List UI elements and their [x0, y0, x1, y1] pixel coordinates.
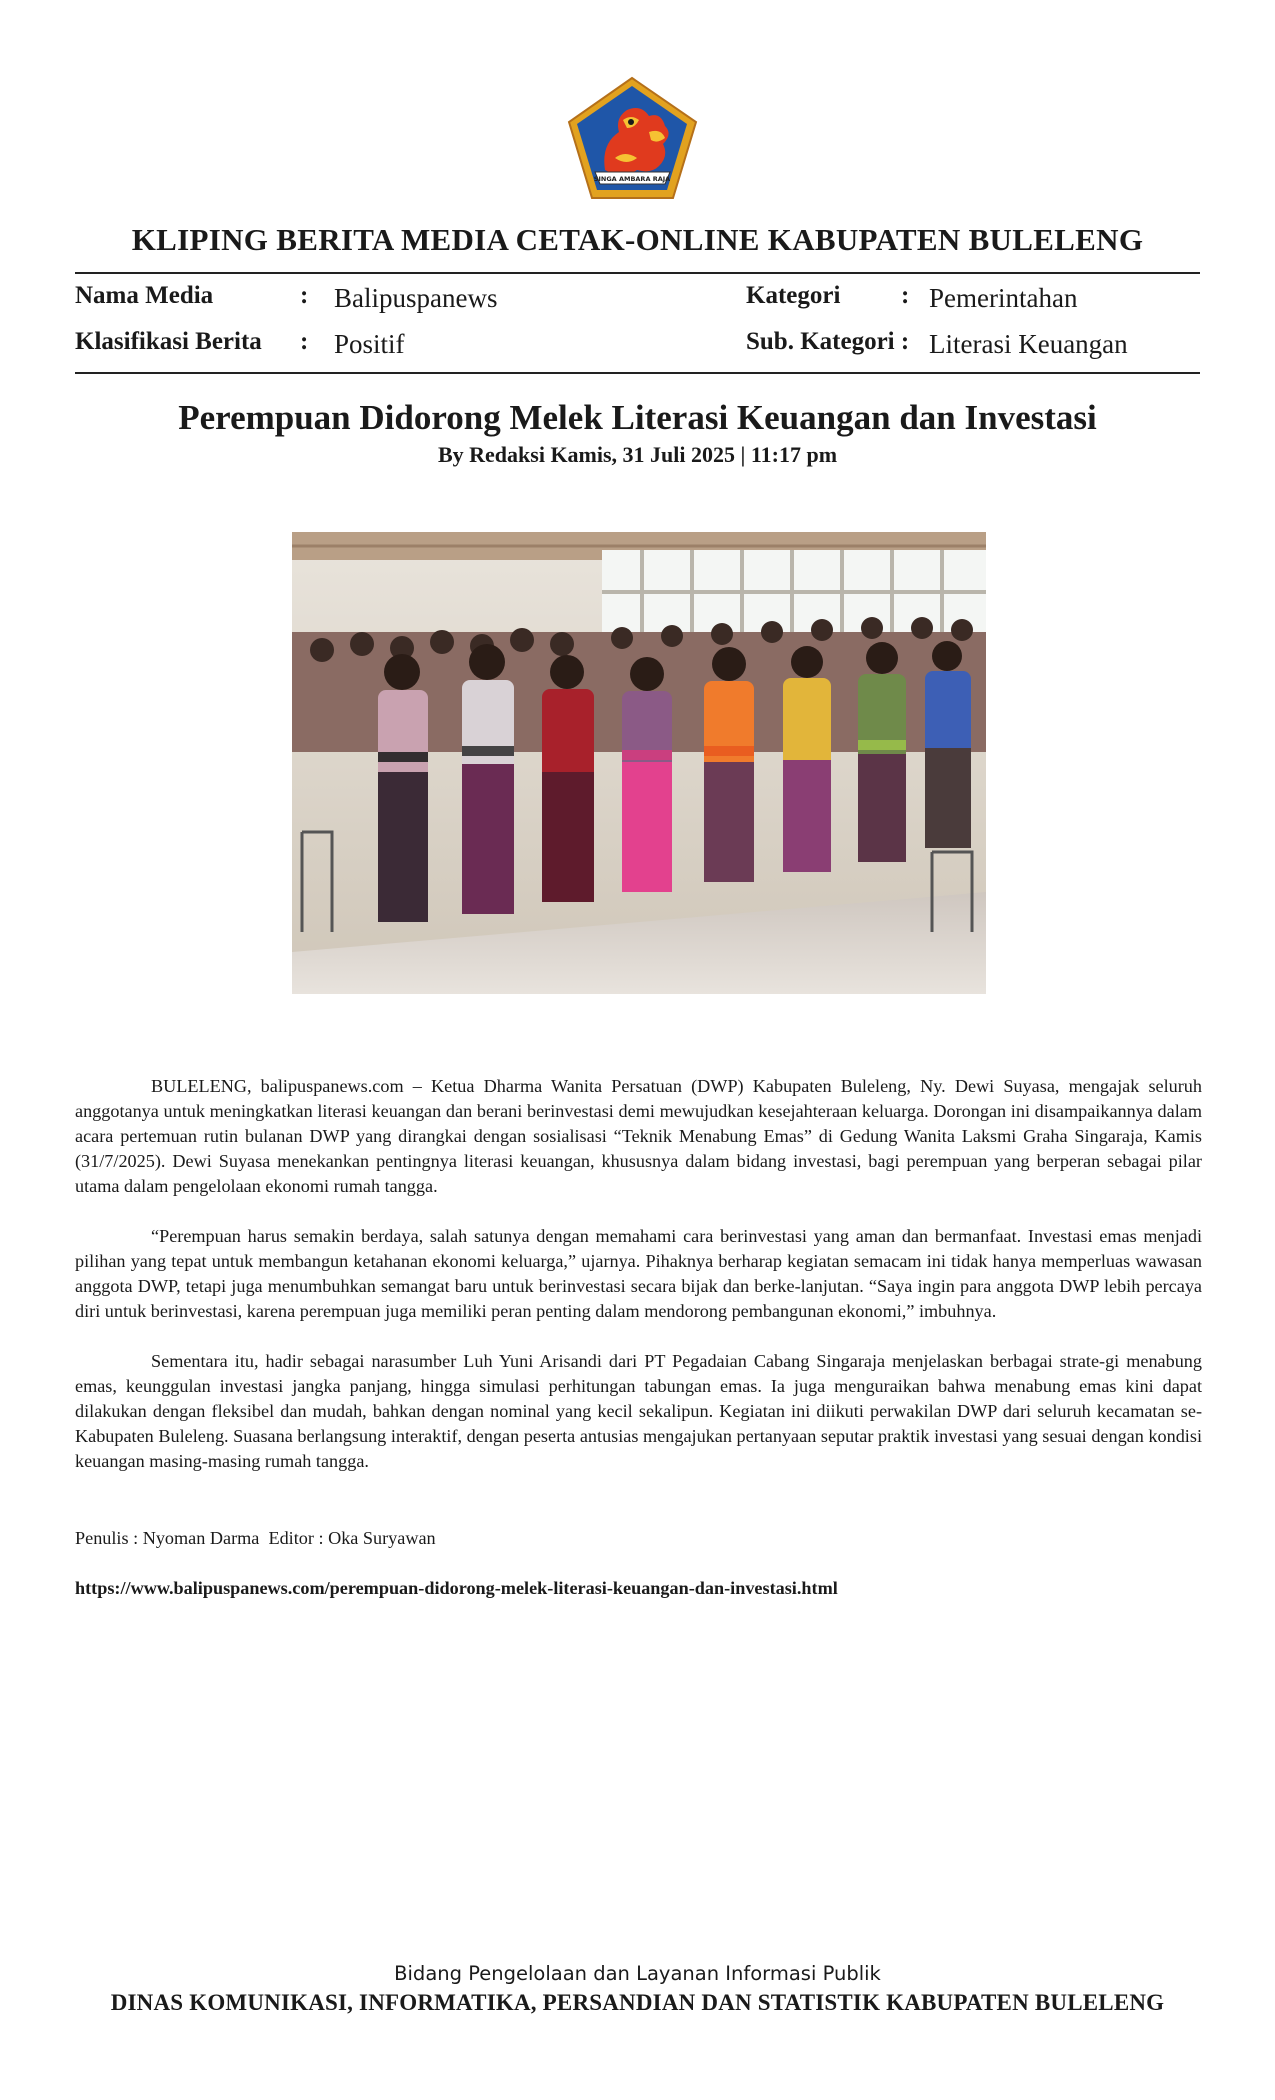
nama-media-value: Balipuspanews — [334, 283, 498, 313]
article-paragraph: “Perempuan harus semakin berdaya, salah satunya dengan memahami cara berinvestasi yang aman dan bermanfaat. Investasi emas menjadi pilihan yang tepat untuk membangun ketahanan ekonomi keluarga,” ujarnya. Pihaknya berharap kegiatan semacam ini tidak hanya memperluas wawasan anggota DWP, tetapi juga menumbuhkan semangat baru untuk berinvestasi secara bijak dan berke-lanjutan. “Saya ingin para anggota DWP lebih percaya diri untuk berinvestasi, karena perempuan juga memiliki peran penting dalam mendorong pembangunan ekonomi,” imbuhnya. — [75, 1226, 1202, 1321]
article-headline: Perempuan Didorong Melek Literasi Keuangan dan Investasi — [178, 398, 1097, 437]
article-credits: Penulis : Nyoman Darma Editor : Oka Suryawan — [75, 1528, 436, 1548]
header-divider-top — [75, 272, 1200, 274]
sub-kategori-label: Sub. Kategori : — [746, 328, 910, 355]
singa-ambara-raja-crest-icon — [565, 74, 700, 202]
klasifikasi-value: Positif — [334, 329, 405, 359]
article-body — [75, 1074, 1202, 1499]
sub-kategori-value: Literasi Keuangan — [929, 329, 1128, 359]
kategori-separator: : — [901, 282, 910, 309]
page-title: KLIPING BERITA MEDIA CETAK-ONLINE KABUPATEN BULELENG — [131, 222, 1144, 257]
header-divider-bottom — [75, 372, 1200, 374]
article-paragraph: Sementara itu, hadir sebagai narasumber Luh Yuni Arisandi dari PT Pegadaian Cabang Singaraja menjelaskan berbagai strate-gi menabung emas, keunggulan investasi jangka panjang, hingga simulasi perhitungan tabungan emas. Ia juga menguraikan bahwa menabung emas kini dapat dilakukan dengan fleksibel dan mudah, bahkan dengan nominal yang kecil sekalipun. Kegiatan ini diikuti perwakilan DWP dari seluruh kecamatan se-Kabupaten Buleleng. Suasana berlangsung interaktif, dengan peserta antusias mengajukan pertanyaan seputar praktik investasi yang sesuai dengan kondisi keuangan masing-masing rumah tangga. — [75, 1351, 1202, 1471]
klasifikasi-label: Klasifikasi Berita — [75, 328, 262, 355]
logo-text: SINGA AMBARA RAJA — [593, 175, 671, 183]
footer-department: Bidang Pengelolaan dan Layanan Informasi Publik — [394, 1962, 881, 1985]
article-paragraph: BULELENG, balipuspanews.com – Ketua Dharma Wanita Persatuan (DWP) Kabupaten Buleleng, Ny. Dewi Suyasa, mengajak seluruh anggotanya untuk meningkatkan literasi keuangan dan berani berinvestasi demi mewujudkan kesejahteraan keluarga. Dorongan ini disampaikannya dalam acara pertemuan rutin bulanan DWP yang dirangkai dengan sosialisasi “Teknik Menabung Emas” di Gedung Wanita Laksmi Graha Singaraja, Kamis (31/7/2025). Dewi Suyasa menekankan pentingnya literasi keuangan, khususnya dalam bidang investasi, bagi perempuan yang berperan sebagai pilar utama dalam pengelolaan ekonomi rumah tangga. — [75, 1076, 1202, 1196]
nama-media-label: Nama Media — [75, 282, 214, 309]
article-byline: By Redaksi Kamis, 31 Juli 2025 | 11:17 pm — [437, 442, 838, 467]
klasifikasi-separator: : — [300, 328, 309, 355]
source-url-link[interactable]: https://www.balipuspanews.com/perempuan-didorong-melek-literasi-keuangan-dan-investasi.html — [75, 1578, 838, 1598]
nama-media-separator: : — [300, 282, 309, 309]
group-photo-women-standing-icon — [292, 532, 986, 994]
kategori-label: Kategori — [746, 282, 841, 309]
kategori-value: Pemerintahan — [929, 283, 1078, 313]
footer-agency: DINAS KOMUNIKASI, INFORMATIKA, PERSANDIAN DAN STATISTIK KABUPATEN BULELENG — [110, 1990, 1165, 2015]
